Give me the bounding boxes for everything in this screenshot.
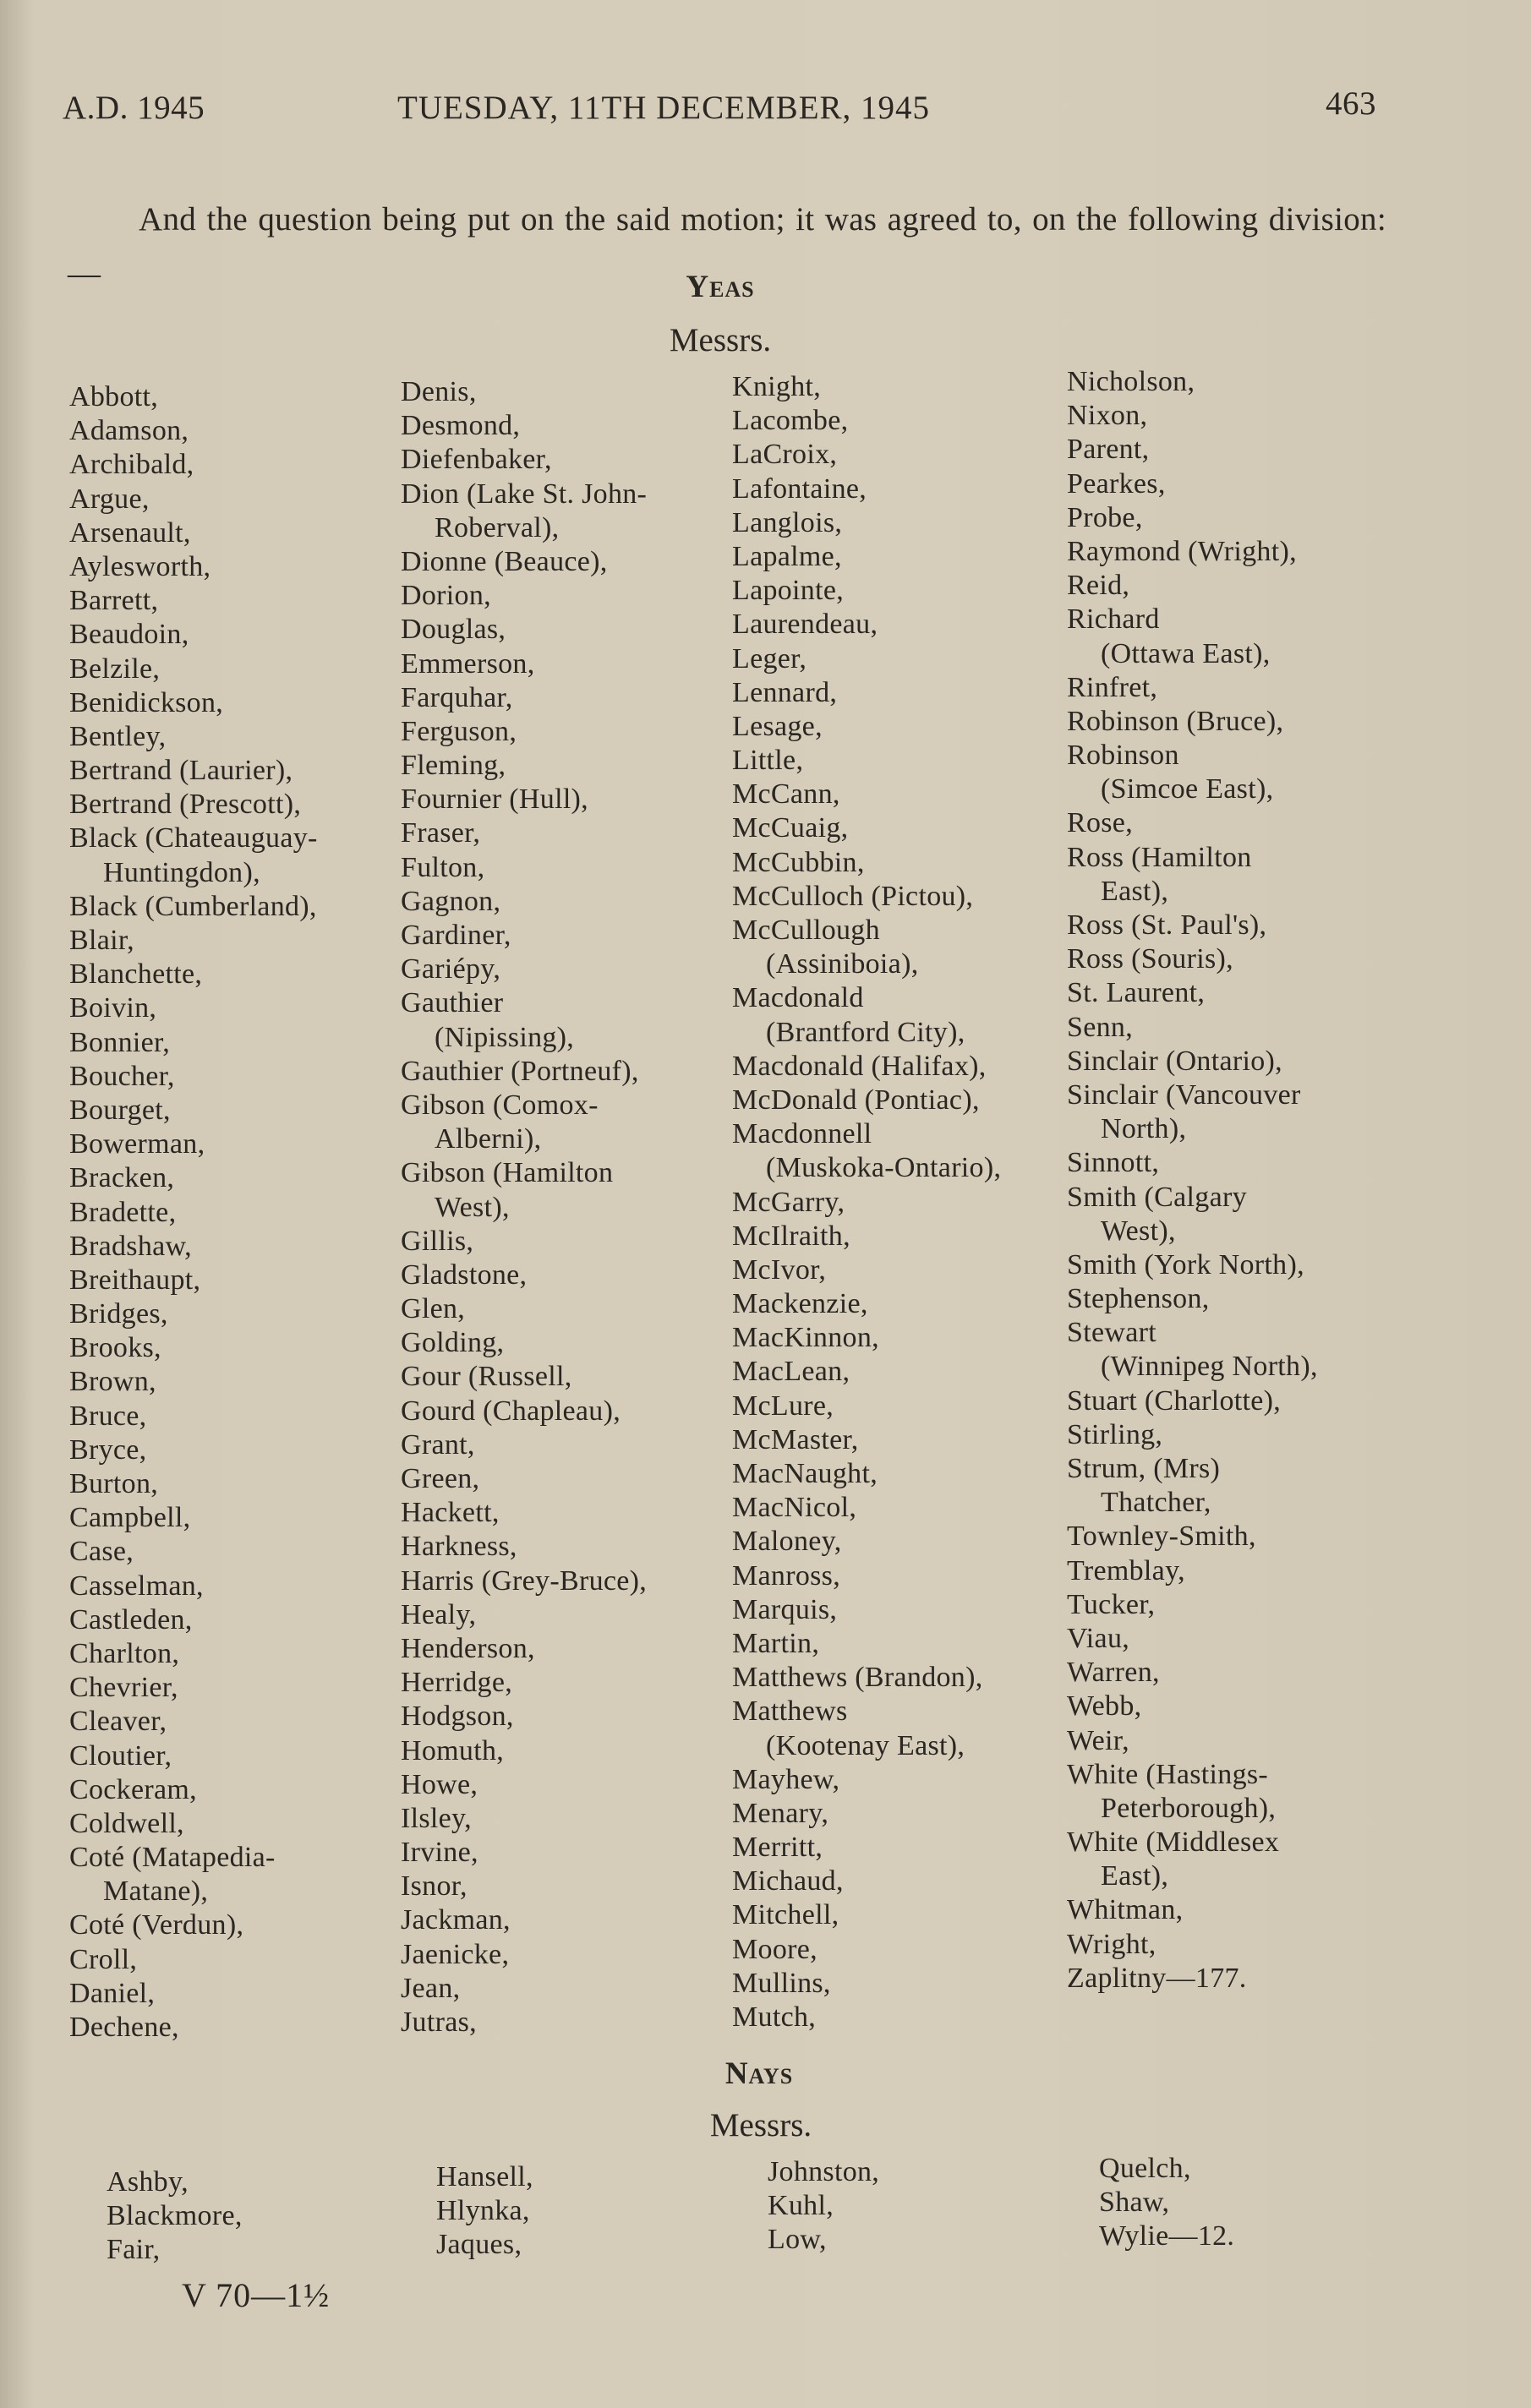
header-date: TUESDAY, 11TH DECEMBER, 1945 <box>397 90 931 126</box>
yea-member: Macdonald <box>732 982 864 1014</box>
yea-member: Gladstone, <box>401 1259 528 1291</box>
yea-member: Sinnott, <box>1067 1147 1160 1179</box>
yea-member: Coté (Matapedia- <box>69 1842 276 1874</box>
yea-member: Coté (Verdun), <box>69 1909 244 1941</box>
yeas-column-4 <box>1067 365 1422 1996</box>
yea-member: Argue, <box>69 483 150 515</box>
yea-member: (Nipissing), <box>435 1021 575 1053</box>
yea-member: Merritt, <box>732 1832 823 1864</box>
yea-member: Mitchell, <box>732 1899 839 1931</box>
yea-member: Abbott, <box>69 381 159 412</box>
header-year: A.D. 1945 <box>63 90 205 126</box>
yea-member: Breithaupt, <box>69 1264 201 1296</box>
yea-member: Stuart (Charlotte), <box>1067 1384 1282 1417</box>
yea-member: Huntingdon), <box>103 856 260 888</box>
yea-member: Mayhew, <box>732 1763 840 1795</box>
yea-member: Probe, <box>1067 501 1143 533</box>
yea-member: McCubbin, <box>732 846 865 878</box>
yea-member: Healy, <box>401 1598 477 1630</box>
yea-member: Matane), <box>103 1876 209 1908</box>
yea-member: Smith (York North), <box>1067 1248 1304 1280</box>
yea-member: McCullough <box>732 915 880 946</box>
yea-member: Roberval), <box>435 511 560 543</box>
yea-member: Mutch, <box>732 2001 817 2033</box>
yea-member: Zaplitny—177. <box>1067 1962 1247 1994</box>
yea-member: Blanchette, <box>69 958 203 991</box>
yea-member: Macdonnell <box>732 1118 872 1150</box>
yea-member: Glen, <box>401 1293 466 1325</box>
yea-member: Emmerson, <box>401 647 535 680</box>
yea-member: Case, <box>69 1536 134 1568</box>
nay-member: Low, <box>768 2224 827 2256</box>
yea-member: Castleden, <box>69 1603 193 1635</box>
yeas-subheading: Messrs. <box>669 322 772 358</box>
yea-member: Ross (St. Paul's), <box>1067 909 1267 941</box>
yea-member: Desmond, <box>401 410 521 442</box>
yea-member: Ross (Hamilton <box>1067 841 1252 873</box>
yea-member: (Brantford City), <box>766 1016 965 1048</box>
yea-member: East), <box>1101 875 1169 907</box>
yea-member: West), <box>1101 1215 1176 1247</box>
yea-member: Dechene, <box>69 2012 179 2043</box>
yea-member: Marquis, <box>732 1593 838 1625</box>
yea-member: Belzile, <box>69 653 161 685</box>
yea-member: Coldwell, <box>69 1807 184 1839</box>
yea-member: MacNicol, <box>732 1492 857 1524</box>
yea-member: Strum, (Mrs) <box>1067 1453 1221 1484</box>
yea-member: (Kootenay East), <box>766 1729 965 1761</box>
yea-member: Cleaver, <box>69 1706 167 1738</box>
yea-member: Denis, <box>401 376 477 407</box>
nay-member: Blackmore, <box>107 2200 243 2232</box>
nays-subheading: Messrs. <box>709 2107 812 2143</box>
yea-member: Mackenzie, <box>732 1288 868 1320</box>
yea-member: Archibald, <box>69 449 194 481</box>
yea-member: Lapalme, <box>732 540 842 572</box>
yea-member: McDonald (Pontiac), <box>732 1084 980 1116</box>
yea-member: Boucher, <box>69 1060 175 1092</box>
yea-member: Homuth, <box>401 1734 505 1766</box>
yea-member: Daniel, <box>69 1977 156 2009</box>
nays-column-4 <box>1099 2152 1454 2254</box>
yea-member: Gauthier (Portneuf), <box>401 1055 639 1087</box>
yea-member: Townley-Smith, <box>1067 1521 1256 1553</box>
yea-member: Richard <box>1067 603 1160 636</box>
yea-member: Boivin, <box>69 992 157 1024</box>
yea-member: Smith (Calgary <box>1067 1181 1247 1213</box>
yea-member: West), <box>435 1191 510 1223</box>
yea-member: Matthews <box>732 1695 848 1728</box>
yea-member: Manross, <box>732 1559 841 1592</box>
yeas-column-2 <box>401 375 756 2039</box>
yea-member: Bentley, <box>69 720 167 752</box>
yeas-heading: Yeas <box>686 270 755 304</box>
yea-member: Maloney, <box>732 1526 842 1558</box>
yea-member: Brooks, <box>69 1332 161 1364</box>
yea-member: Sinclair (Vancouver <box>1067 1078 1301 1111</box>
yea-member: Bourget, <box>69 1094 171 1126</box>
yea-member: Gagnon, <box>401 885 501 917</box>
yea-member: Casselman, <box>69 1570 204 1602</box>
yea-member: Bradette, <box>69 1196 177 1228</box>
footer-signature: V 70—1½ <box>182 2276 331 2314</box>
yea-member: Grant, <box>401 1428 475 1461</box>
nay-member: Fair, <box>107 2234 161 2266</box>
yea-member: Bruce, <box>69 1400 147 1432</box>
yea-member: Farquhar, <box>401 681 513 713</box>
yea-member: Matthews (Brandon), <box>732 1662 983 1694</box>
yea-member: Gibson (Hamilton <box>401 1157 614 1189</box>
nays-heading: Nays <box>724 2056 794 2091</box>
nay-member: Johnston, <box>768 2156 880 2187</box>
yea-member: LaCroix, <box>732 439 838 471</box>
yea-member: Whitman, <box>1067 1894 1184 1926</box>
nay-member: Wylie—12. <box>1099 2220 1235 2252</box>
yea-member: Benidickson, <box>69 686 224 718</box>
yea-member: Gariépy, <box>401 953 501 986</box>
yea-member: Langlois, <box>732 506 843 538</box>
yea-member: Jutras, <box>401 2007 477 2038</box>
intro-paragraph: And the question being put on the said motion; it was agreed to, on the following division:— <box>68 201 1386 292</box>
yea-member: Black (Cumberland), <box>69 890 317 922</box>
yea-member: Dionne (Beauce), <box>401 545 608 577</box>
yea-member: Cloutier, <box>69 1739 172 1772</box>
yea-member: Harkness, <box>401 1531 517 1563</box>
yea-member: Weir, <box>1067 1724 1129 1756</box>
yea-member: Croll, <box>69 1943 138 1975</box>
yea-member: Raymond (Wright), <box>1067 535 1297 567</box>
yea-member: Gibson (Comox- <box>401 1089 599 1121</box>
yea-member: North), <box>1101 1113 1187 1145</box>
yea-member: Nicholson, <box>1067 366 1195 397</box>
yea-member: Bradshaw, <box>69 1230 192 1262</box>
yea-member: Tucker, <box>1067 1588 1156 1620</box>
yea-member: Dorion, <box>401 580 491 612</box>
yea-member: Rose, <box>1067 807 1133 839</box>
yea-member: Howe, <box>401 1768 478 1800</box>
yea-member: Dion (Lake St. John- <box>401 478 648 510</box>
yea-member: Jean, <box>401 1972 461 2004</box>
yea-member: Senn, <box>1067 1011 1133 1043</box>
yea-member: McLure, <box>732 1390 834 1422</box>
yea-member: Golding, <box>401 1327 505 1359</box>
nay-member: Shaw, <box>1099 2187 1170 2219</box>
yea-member: McIvor, <box>732 1253 827 1286</box>
nay-member: Jaques, <box>436 2229 522 2261</box>
yea-member: Lafontaine, <box>732 472 867 505</box>
yea-member: Cockeram, <box>69 1773 197 1805</box>
yea-member: Hackett, <box>401 1497 500 1529</box>
yea-member: Jaenicke, <box>401 1938 510 1970</box>
yea-member: Gardiner, <box>401 920 511 951</box>
yea-member: Menary, <box>732 1797 829 1829</box>
yea-member: Mullins, <box>732 1967 831 1999</box>
yea-member: Gourd (Chapleau), <box>401 1395 621 1427</box>
yea-member: MacKinnon, <box>732 1322 879 1354</box>
yea-member: McCann, <box>732 778 840 811</box>
yea-member: Robinson <box>1067 740 1179 772</box>
yea-member: Brown, <box>69 1366 156 1398</box>
nay-member: Hansell, <box>436 2161 533 2192</box>
yea-member: Henderson, <box>401 1632 535 1664</box>
yea-member: Burton, <box>69 1468 159 1499</box>
yea-member: Nixon, <box>1067 400 1148 432</box>
yea-member: Bryce, <box>69 1433 147 1466</box>
yea-member: Webb, <box>1067 1690 1142 1723</box>
yea-member: Peterborough), <box>1101 1792 1277 1824</box>
yea-member: (Assiniboia), <box>766 948 919 980</box>
yea-member: Jackman, <box>401 1904 511 1936</box>
yea-member: Lesage, <box>732 710 823 742</box>
yea-member: Parent, <box>1067 434 1150 466</box>
yea-member: Warren, <box>1067 1657 1160 1689</box>
yea-member: White (Middlesex <box>1067 1826 1280 1859</box>
yea-member: Aylesworth, <box>69 550 211 582</box>
yea-member: Lennard, <box>732 676 838 708</box>
yea-member: Douglas, <box>401 614 506 646</box>
yea-member: Tremblay, <box>1067 1554 1185 1586</box>
yea-member: Harris (Grey-Bruce), <box>401 1564 648 1597</box>
yea-member: Macdonald (Halifax), <box>732 1050 987 1082</box>
nays-column-1 <box>107 2165 462 2268</box>
yea-member: Campbell, <box>69 1502 191 1534</box>
yea-member: Fleming, <box>401 750 506 782</box>
yea-member: Bertrand (Prescott), <box>69 789 302 821</box>
yea-member: Herridge, <box>401 1667 513 1699</box>
yea-member: Fournier (Hull), <box>401 784 588 816</box>
yea-member: Irvine, <box>401 1837 478 1869</box>
yea-member: Michaud, <box>732 1865 844 1897</box>
yea-member: Gour (Russell, <box>401 1361 572 1393</box>
yea-member: Robinson (Bruce), <box>1067 705 1284 737</box>
yea-member: Wright, <box>1067 1928 1156 1960</box>
nays-column-2 <box>436 2160 791 2263</box>
yea-member: Blair, <box>69 925 134 956</box>
nay-member: Ashby, <box>107 2166 189 2198</box>
yea-member: Beaudoin, <box>69 619 189 651</box>
yea-member: (Ottawa East), <box>1101 637 1271 669</box>
yea-member: Stewart <box>1067 1317 1156 1349</box>
yea-member: Laurendeau, <box>732 609 878 641</box>
yea-member: Gillis, <box>401 1225 474 1257</box>
yea-member: Adamson, <box>69 415 189 447</box>
page-number: 463 <box>1326 85 1376 122</box>
nay-member: Quelch, <box>1099 2153 1191 2184</box>
yea-member: (Winnipeg North), <box>1101 1351 1318 1383</box>
yea-member: Reid, <box>1067 570 1130 602</box>
yea-member: Knight, <box>732 371 822 402</box>
yea-member: Viau, <box>1067 1622 1130 1654</box>
yea-member: Bertrand (Laurier), <box>69 755 293 787</box>
yea-member: Lapointe, <box>732 575 845 607</box>
yea-member: Charlton, <box>69 1637 180 1669</box>
yea-member: Rinfret, <box>1067 671 1158 703</box>
yea-member: Bracken, <box>69 1162 175 1194</box>
yeas-column-3 <box>732 370 1087 2034</box>
nay-member: Kuhl, <box>768 2190 834 2222</box>
yea-member: Barrett, <box>69 585 159 617</box>
yea-member: Pearkes, <box>1067 467 1166 500</box>
yea-member: Stephenson, <box>1067 1283 1210 1315</box>
yea-member: Green, <box>401 1463 480 1494</box>
yea-member: Hodgson, <box>401 1701 514 1733</box>
yea-member: Stirling, <box>1067 1418 1163 1450</box>
yea-member: Isnor, <box>401 1870 468 1903</box>
yea-member: Lacombe, <box>732 405 849 437</box>
yea-member: East), <box>1101 1860 1169 1892</box>
yea-member: MacLean, <box>732 1356 850 1388</box>
nay-member: Hlynka, <box>436 2195 530 2227</box>
yea-member: Moore, <box>732 1933 817 1965</box>
yea-member: St. Laurent, <box>1067 977 1206 1009</box>
yea-member: Ilsley, <box>401 1802 472 1834</box>
yea-member: McIlraith, <box>732 1220 850 1252</box>
yea-member: Bowerman, <box>69 1128 205 1160</box>
yea-member: McCuaig, <box>732 812 849 844</box>
yea-member: Chevrier, <box>69 1672 178 1704</box>
yea-member: Ross (Souris), <box>1067 943 1233 975</box>
nays-column-3 <box>768 2155 1123 2258</box>
yea-member: Gauthier <box>401 987 504 1019</box>
yea-member: MacNaught, <box>732 1458 878 1489</box>
yea-member: Diefenbaker, <box>401 444 552 476</box>
yea-member: Martin, <box>732 1627 820 1659</box>
yea-member: Black (Chateauguay- <box>69 822 318 855</box>
yea-member: McCulloch (Pictou), <box>732 880 974 912</box>
yea-member: Bonnier, <box>69 1026 171 1058</box>
yea-member: (Muskoka-Ontario), <box>766 1152 1002 1184</box>
yeas-column-1 <box>69 380 424 2045</box>
yea-member: Leger, <box>732 642 807 674</box>
yea-member: Sinclair (Ontario), <box>1067 1045 1282 1077</box>
yea-member: Fulton, <box>401 851 485 883</box>
yea-member: Fraser, <box>401 817 481 849</box>
yea-member: Arsenault, <box>69 516 191 549</box>
yea-member: Alberni), <box>435 1123 542 1155</box>
yea-member: McMaster, <box>732 1423 859 1455</box>
yea-member: Bridges, <box>69 1298 168 1330</box>
yea-member: Thatcher, <box>1101 1487 1211 1519</box>
yea-member: Ferguson, <box>401 715 517 747</box>
yea-member: McGarry, <box>732 1186 845 1218</box>
yea-member: White (Hastings- <box>1067 1758 1269 1790</box>
yea-member: Little, <box>732 745 804 777</box>
yea-member: (Simcoe East), <box>1101 773 1274 805</box>
